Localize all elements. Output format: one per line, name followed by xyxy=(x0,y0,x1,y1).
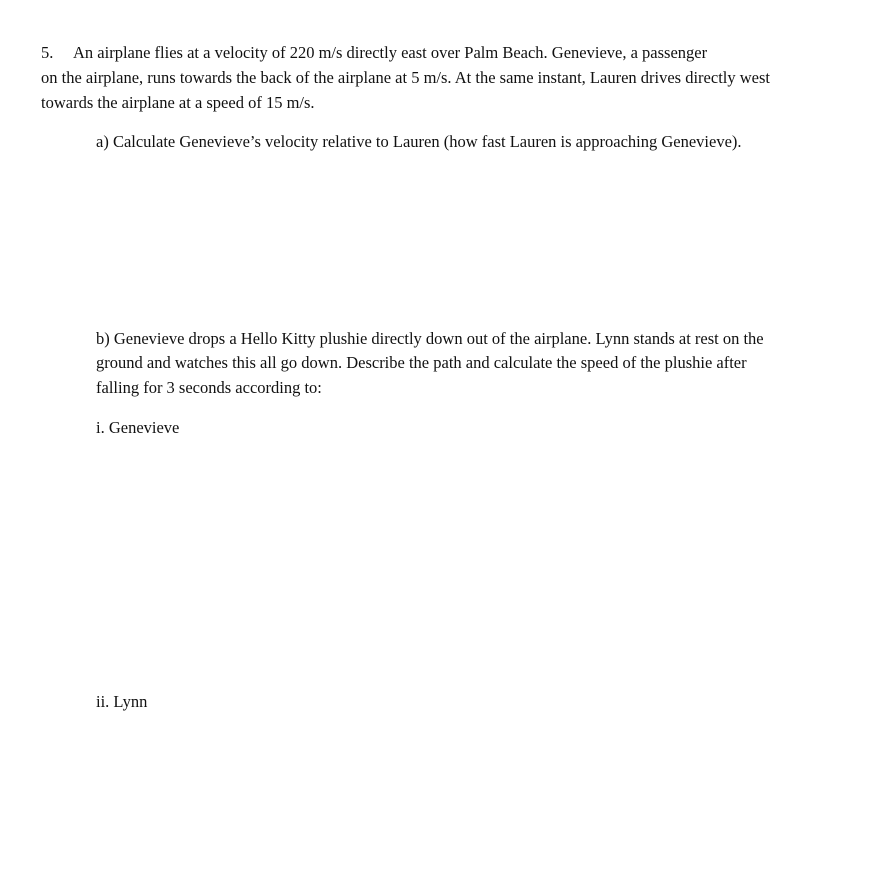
part-b-prompt-line-1: b) Genevieve drops a Hello Kitty plushie directly down out of the airplane. Lynn stands at rest on the xyxy=(96,329,764,348)
question-stem-text-1: An airplane flies at a velocity of 220 m/s directly east over Palm Beach. Genevieve, a passenger xyxy=(73,43,708,62)
part-a-prompt: a) Calculate Genevieve’s velocity relative to Lauren (how fast Lauren is approaching Genevieve). xyxy=(96,132,742,151)
part-b-prompt-line-3: falling for 3 seconds according to: xyxy=(96,378,322,397)
part-b-prompt-line-2: ground and watches this all go down. Describe the path and calculate the speed of the plushie after xyxy=(96,353,747,372)
question-number: 5. xyxy=(41,43,54,62)
part-b-subpart-ii: ii. Lynn xyxy=(96,692,148,711)
part-b-subpart-i: i. Genevieve xyxy=(96,418,180,437)
question-stem-line-2: on the airplane, runs towards the back of the airplane at 5 m/s. At the same instant, Lauren drives directly west xyxy=(41,68,770,87)
question-stem-line-1 xyxy=(41,41,707,65)
question-stem-line-3: towards the airplane at a speed of 15 m/s. xyxy=(41,93,315,112)
